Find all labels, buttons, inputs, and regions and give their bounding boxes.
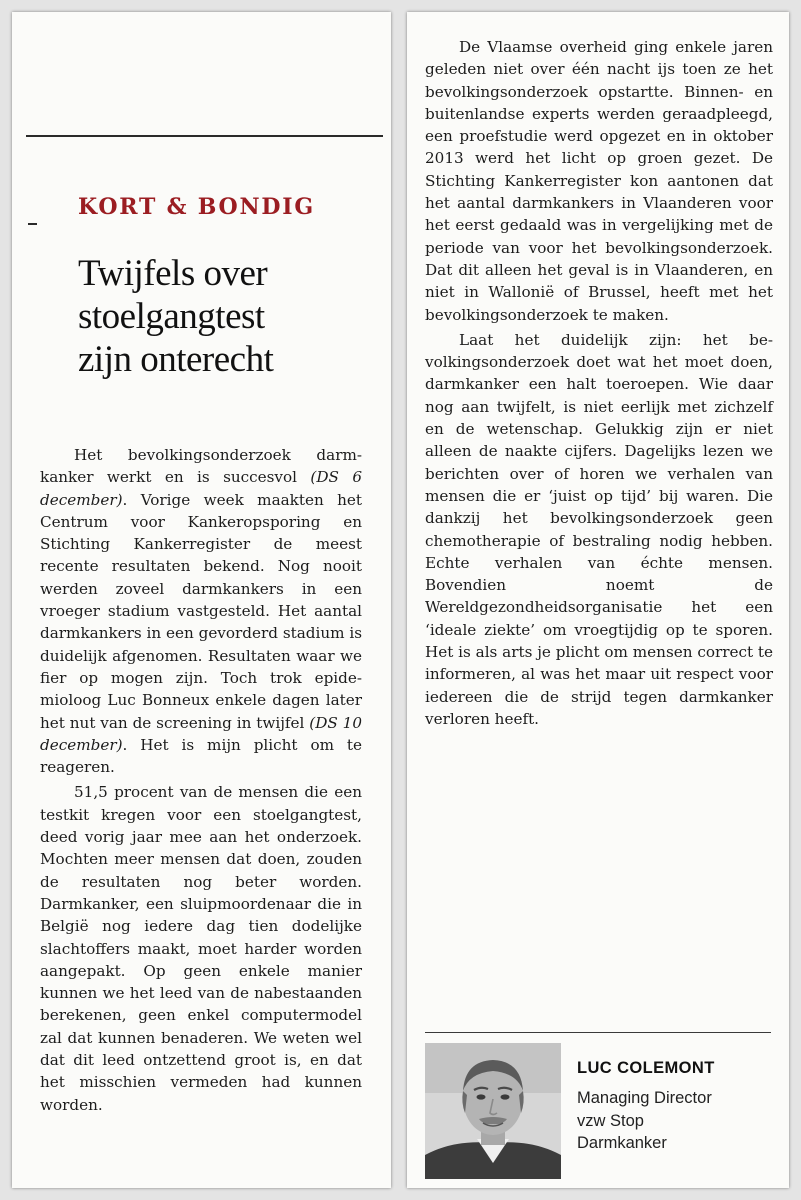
headline-line-1: Twijfels over — [78, 253, 268, 294]
paragraph: 51,5 procent van de mensen die een testkit kregen voor een stoelgangtest, deed vorig jaar mee aan het onderzoek. Mochten meer mensen dat doen, zouden de resultaten nog beter worden. Darmkanker, een sluipmoordenaar die in België nog iedere dag tien dodelijke slachtoffers maakt, moet harder worden aangepakt. Op geen enkele manier kunnen we het leed van de nabestaanden berekenen, geen enkel computermodel zal dat kunnen benaderen. We weten wel dat dit leed ontzettend groot is, en dat het misschien vermeden had kunnen worden. — [40, 783, 362, 1114]
source-reference: (DS 6 december) — [40, 468, 362, 509]
author-role-line-3: Darmkanker — [577, 1134, 667, 1152]
headline-line-3: zijn onterecht — [78, 339, 274, 380]
source-reference: (DS 10 december) — [40, 713, 362, 754]
article-body-left — [40, 444, 362, 1116]
author-role-line-2: vzw Stop — [577, 1111, 644, 1130]
author-name: LUC COLEMONT — [577, 1059, 715, 1077]
section-kicker: KORT & BONDIG — [78, 194, 315, 220]
article-headline — [78, 252, 273, 381]
article-column-right — [407, 12, 789, 1188]
paragraph: Laat het duidelijk zijn: het bevolkingsonderzoek doet wat het moet doen, darmkanker een halt toeroepen. Wie daar nog aan twijfelt, is niet eerlijk met zichzelf en de wetenschap. Gelukkig zijn er niet alleen de naakte cijfers. Dagelijks lezen we berichten over of horen we verhalen van mensen die er ‘juist op tijd’ bij waren. Die dankzij het bevolkingsonderzoek geen chemotherapie of bestraling nodig hebben. Echte verhalen van échte mensen. Bovendien noemt de Wereldgezondheidsorganisatie het een ‘ideale ziekte’ om vroegtijdig op te sporen. Het is als arts je plicht om mensen correct te informeren, al was het maar uit respect voor iedereen die de strijd tegen darmkanker verloren heeft. — [425, 330, 774, 728]
article-body-right — [425, 36, 773, 730]
paragraph: De Vlaamse overheid ging enkele jaren geleden niet over één nacht ijs toen ze het bevolkingsonderzoek opstartte. Binnen- en buitenlandse experts werden geraadpleegd, een proefstudie werd opgezet en in oktober 2013 werd het licht op groen gezet. De Stichting Kankerregister kon aantonen dat het aantal darmkankers in Vlaanderen voor het eerst gedaald was in vergelijking met de periode van voor het bevolkingsonderzoek. Dat dit alleen het geval is in Vlaanderen, en niet in Wallonië of Brussel, heeft met het bevolkingsonderzoek te maken. — [425, 38, 773, 324]
article-column-left — [12, 12, 391, 1188]
author-portrait-illustration — [425, 1043, 561, 1179]
top-divider — [26, 135, 383, 137]
author-photo — [425, 1043, 561, 1179]
author-role-line-1: Managing Director — [577, 1089, 712, 1107]
author-divider — [425, 1032, 771, 1033]
kicker-dash — [28, 223, 37, 225]
author-role — [577, 1087, 712, 1155]
paragraph: Het bevolkingsonderzoek darmkanker werkt en is succesvol (DS 6 december). Vorige week maakten het Centrum voor Kankeropsporing en Stichting Kankerregister de meest recente resultaten bekend. Nog nooit werden zoveel darmkankers in een vroeger stadium vastgesteld. Het aantal darmkankers in een gevorderd stadium is duidelijk afgenomen. Resultaten waar we fier op mogen zijn. Toch trok epidemioloog Luc Bonneux enkele dagen later het nut van de screening in twijfel (DS 10 december). Het is mijn plicht om te reageren. — [40, 446, 363, 777]
headline-line-2: stoelgangtest — [78, 296, 265, 337]
